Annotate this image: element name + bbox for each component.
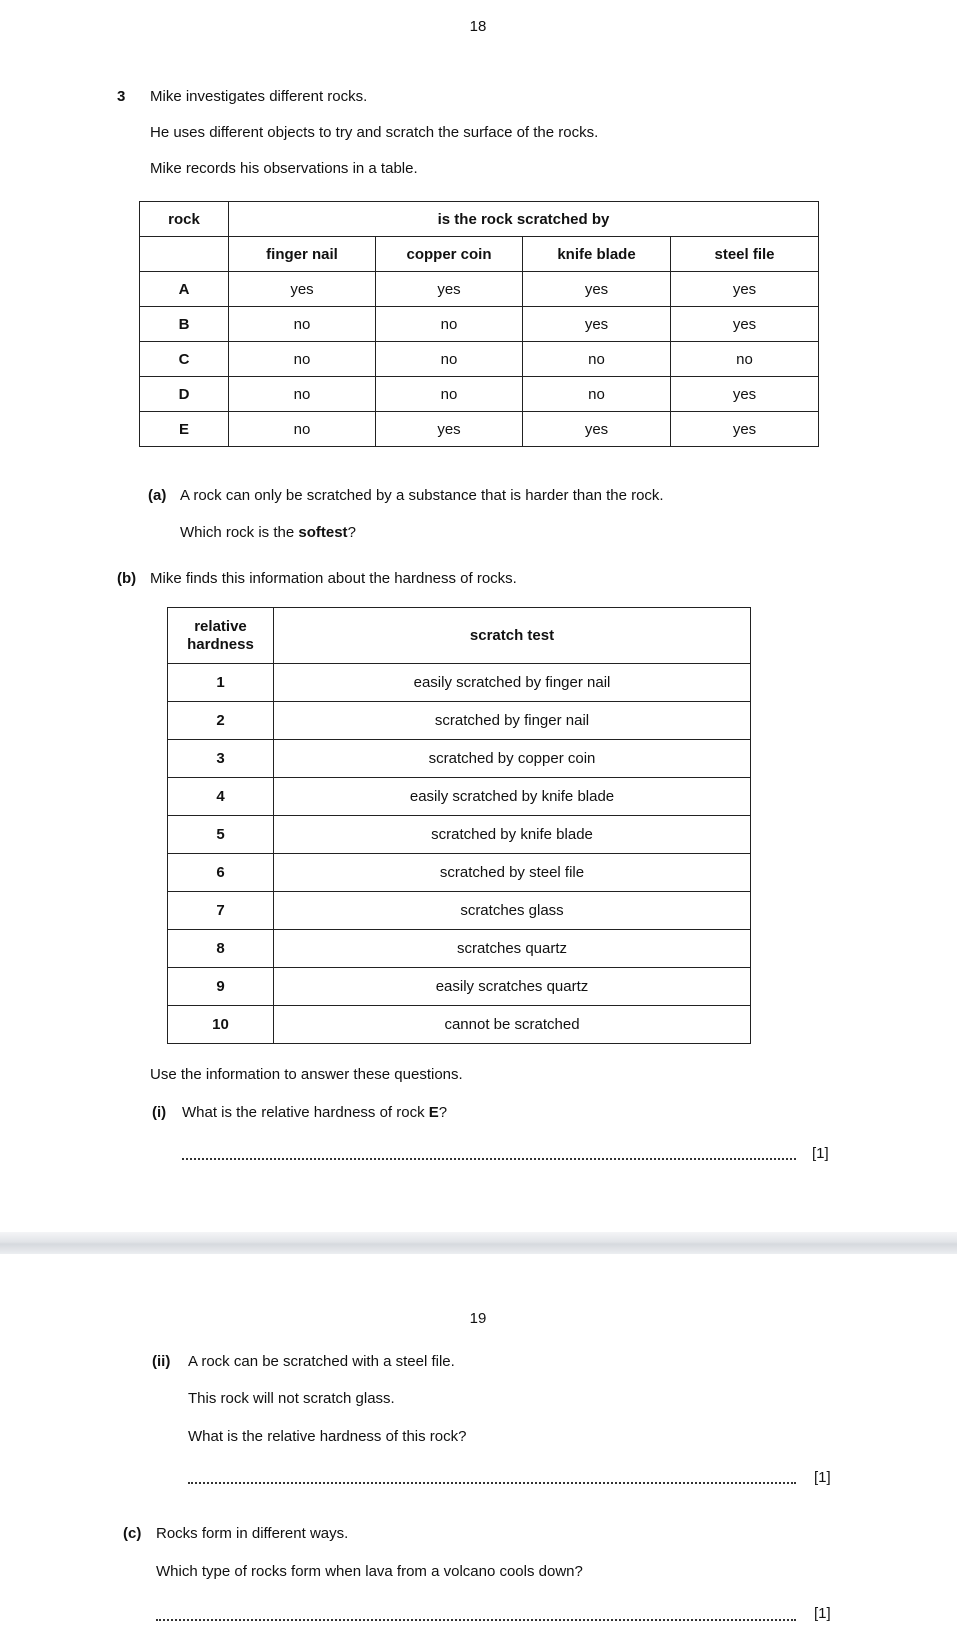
part-a-question: Which rock is the softest? [180, 524, 356, 541]
table-cell: yes [376, 412, 523, 447]
intro-line-3: Mike records his observations in a table. [150, 160, 418, 177]
hardness-value: 6 [168, 854, 274, 892]
rock-label: B [140, 307, 229, 342]
part-b-text: Mike finds this information about the hardness of rocks. [150, 570, 517, 587]
table-cell: yes [523, 307, 671, 342]
table-cell: no [229, 412, 376, 447]
intro-line-1: Mike investigates different rocks. [150, 88, 368, 105]
rock-label: D [140, 377, 229, 412]
part-c-label: (c) [123, 1525, 142, 1542]
part-a-label: (a) [148, 487, 167, 504]
table-cell: no [376, 307, 523, 342]
page-separator [0, 1232, 957, 1254]
table-cell: yes [671, 377, 819, 412]
hardness-table [167, 607, 751, 1044]
rock-label: A [140, 272, 229, 307]
table-cell: yes [376, 272, 523, 307]
table-row [168, 702, 751, 740]
mark-b-i: [1] [812, 1145, 829, 1162]
hardness-value: 5 [168, 816, 274, 854]
scratch-test-value: easily scratched by knife blade [274, 778, 751, 816]
table-row [140, 412, 819, 447]
answer-line-c[interactable] [156, 1619, 796, 1621]
table-row [168, 1006, 751, 1044]
table-cell: yes [671, 272, 819, 307]
scratch-test-value: scratches quartz [274, 930, 751, 968]
table-cell: no [229, 342, 376, 377]
hardness-value: 7 [168, 892, 274, 930]
table-row [168, 816, 751, 854]
table-row [168, 854, 751, 892]
table-cell: no [671, 342, 819, 377]
table-row [168, 968, 751, 1006]
table-cell: yes [671, 307, 819, 342]
mark-c: [1] [814, 1605, 831, 1622]
rock-header: rock [140, 202, 229, 237]
table-row [168, 930, 751, 968]
scratch-test-value: easily scratches quartz [274, 968, 751, 1006]
table-row [140, 307, 819, 342]
intro-line-2: He uses different objects to try and scratch the surface of the rocks. [150, 124, 599, 141]
relative-hardness-header: relative hardness [168, 608, 274, 664]
table-cell: no [229, 307, 376, 342]
table-cell: yes [671, 412, 819, 447]
table-cell: no [376, 377, 523, 412]
table-row [140, 342, 819, 377]
table-cell: yes [229, 272, 376, 307]
hardness-value: 8 [168, 930, 274, 968]
hardness-value: 10 [168, 1006, 274, 1044]
table-cell: no [523, 377, 671, 412]
part-b-ii-question: What is the relative hardness of this rock? [188, 1428, 467, 1445]
scratch-test-header: scratch test [274, 608, 751, 664]
rock-label: C [140, 342, 229, 377]
table-cell: no [229, 377, 376, 412]
table-cell: no [523, 342, 671, 377]
table-row [168, 892, 751, 930]
scratch-test-value: cannot be scratched [274, 1006, 751, 1044]
scratch-test-value: easily scratched by finger nail [274, 664, 751, 702]
table-cell: yes [523, 412, 671, 447]
mark-b-ii: [1] [814, 1469, 831, 1486]
page-number-19: 19 [469, 1310, 487, 1327]
part-b-label: (b) [117, 570, 137, 587]
scratch-test-value: scratched by finger nail [274, 702, 751, 740]
use-info-text: Use the information to answer these questions. [150, 1066, 463, 1083]
part-b-i-label: (i) [152, 1104, 167, 1121]
observations-table [139, 201, 819, 447]
table-row [140, 272, 819, 307]
hardness-value: 1 [168, 664, 274, 702]
question-number: 3 [117, 88, 126, 105]
rock-label: E [140, 412, 229, 447]
part-b-ii-line-1: A rock can be scratched with a steel file. [188, 1353, 455, 1370]
hardness-value: 2 [168, 702, 274, 740]
part-a-text: A rock can only be scratched by a substance that is harder than the rock. [180, 487, 664, 504]
scratch-test-value: scratches glass [274, 892, 751, 930]
scratch-test-value: scratched by copper coin [274, 740, 751, 778]
column-header-steel-file: steel file [671, 237, 819, 272]
table-row [168, 664, 751, 702]
answer-line-b-i[interactable] [182, 1158, 796, 1160]
table-row [168, 740, 751, 778]
hardness-value: 3 [168, 740, 274, 778]
part-b-ii-line-2: This rock will not scratch glass. [188, 1390, 395, 1407]
hardness-value: 9 [168, 968, 274, 1006]
scratch-test-value: scratched by steel file [274, 854, 751, 892]
scratched-by-header: is the rock scratched by [229, 202, 819, 237]
answer-line-b-ii[interactable] [188, 1482, 796, 1484]
part-b-i-question: What is the relative hardness of rock E? [182, 1104, 448, 1121]
table-row [168, 778, 751, 816]
table-cell: no [376, 342, 523, 377]
page-number: 18 [469, 18, 487, 35]
part-c-question: Which type of rocks form when lava from a volcano cools down? [156, 1563, 583, 1580]
scratch-test-value: scratched by knife blade [274, 816, 751, 854]
table-cell: yes [523, 272, 671, 307]
hardness-value: 4 [168, 778, 274, 816]
column-header-finger-nail: finger nail [229, 237, 376, 272]
part-b-ii-label: (ii) [152, 1353, 171, 1370]
table-row [140, 377, 819, 412]
column-header-knife-blade: knife blade [523, 237, 671, 272]
column-header-copper-coin: copper coin [376, 237, 523, 272]
part-c-text: Rocks form in different ways. [156, 1525, 349, 1542]
